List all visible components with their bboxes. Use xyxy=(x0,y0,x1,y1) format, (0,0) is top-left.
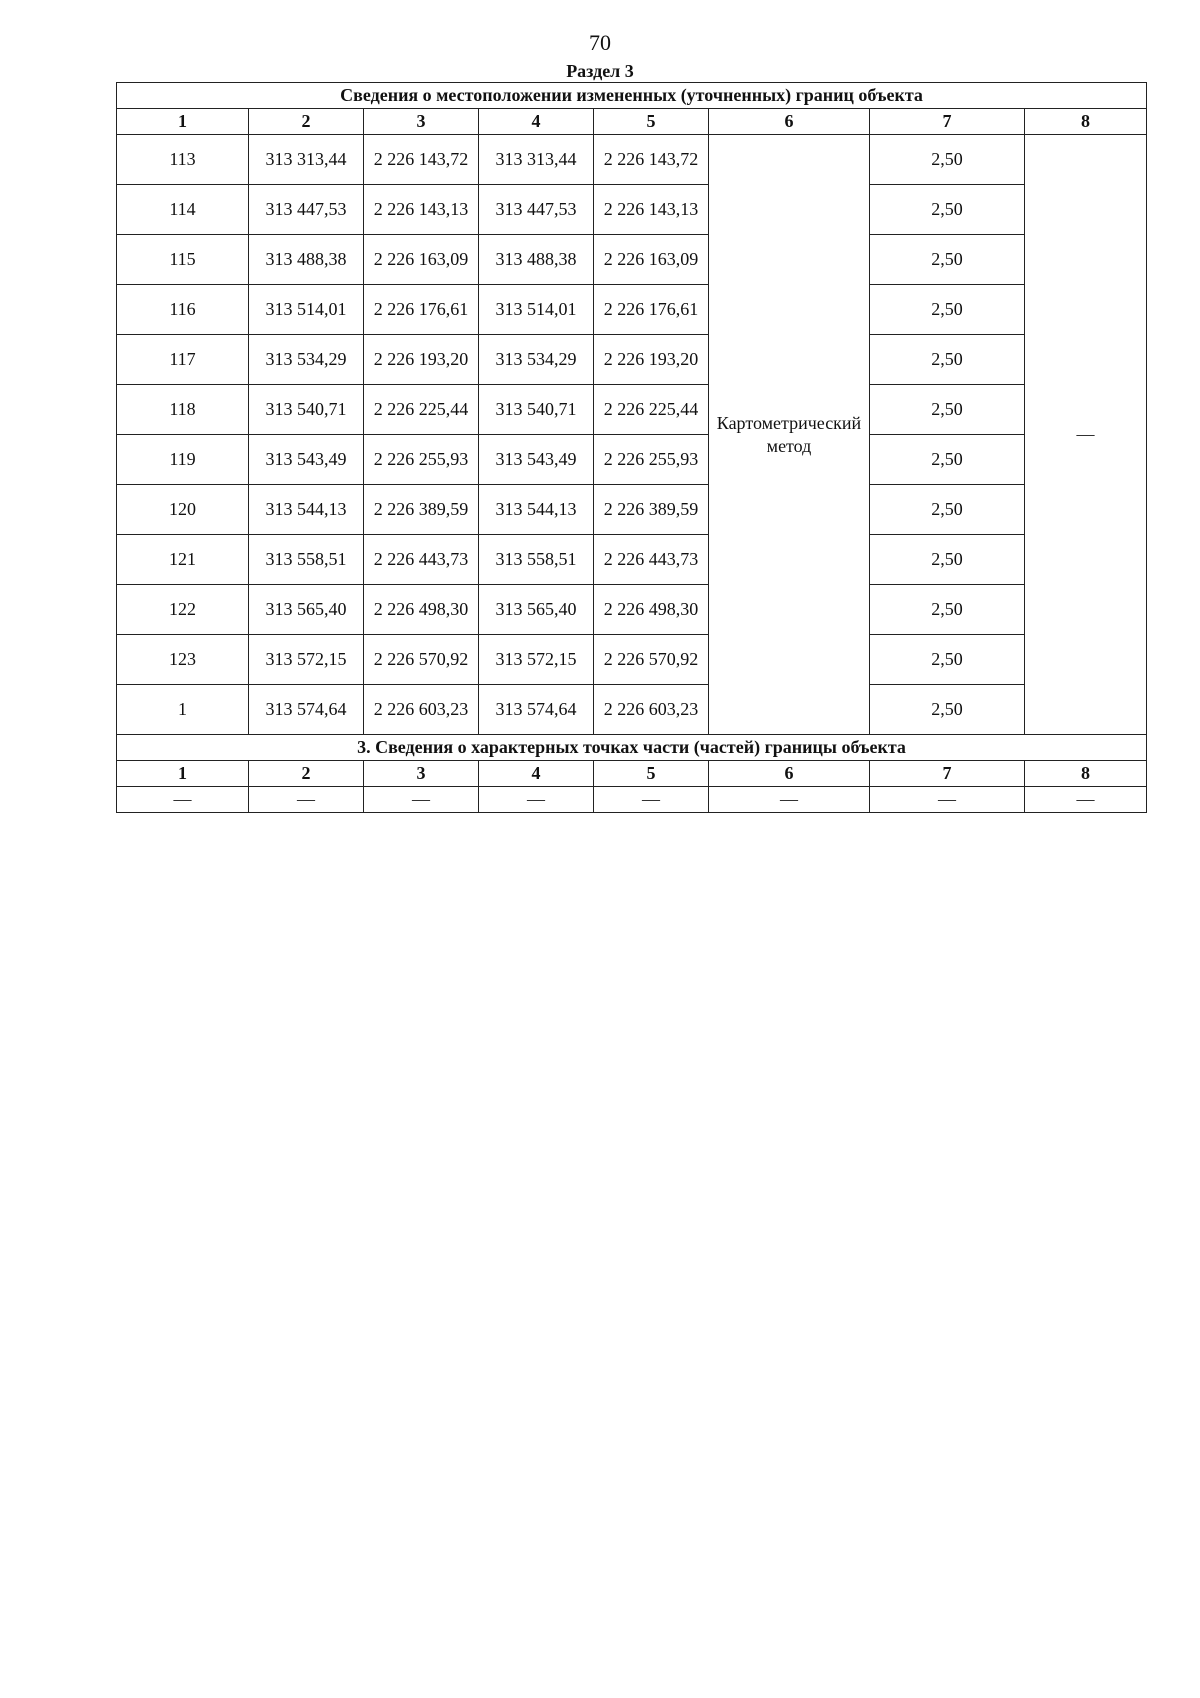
point-number-cell: 1 xyxy=(117,685,249,735)
column-header: 2 xyxy=(249,109,364,135)
column-header: 8 xyxy=(1025,761,1147,787)
accuracy-cell: 2,50 xyxy=(870,385,1025,435)
method-cell: Картометрический метод xyxy=(709,135,870,735)
x-old-cell: 313 447,53 xyxy=(249,185,364,235)
column-header: 4 xyxy=(479,761,594,787)
y-new-cell: 2 226 570,92 xyxy=(594,635,709,685)
x-old-cell: 313 543,49 xyxy=(249,435,364,485)
y-old-cell: 2 226 143,13 xyxy=(364,185,479,235)
column-header: 6 xyxy=(709,109,870,135)
coordinates-table xyxy=(116,82,1147,813)
x-old-cell: 313 565,40 xyxy=(249,585,364,635)
accuracy-cell: 2,50 xyxy=(870,635,1025,685)
table-row xyxy=(117,685,1147,735)
dash-cell: — xyxy=(479,787,594,813)
accuracy-cell: 2,50 xyxy=(870,535,1025,585)
dash-cell: — xyxy=(870,787,1025,813)
x-old-cell: 313 488,38 xyxy=(249,235,364,285)
x-new-cell: 313 447,53 xyxy=(479,185,594,235)
dash-cell: — xyxy=(364,787,479,813)
accuracy-cell: 2,50 xyxy=(870,585,1025,635)
dash-cell: — xyxy=(117,787,249,813)
x-new-cell: 313 540,71 xyxy=(479,385,594,435)
table-row xyxy=(117,385,1147,435)
point-number-cell: 117 xyxy=(117,335,249,385)
x-old-cell: 313 574,64 xyxy=(249,685,364,735)
table2-caption-row xyxy=(117,735,1147,761)
table1-caption-row xyxy=(117,83,1147,109)
column-header: 3 xyxy=(364,761,479,787)
x-new-cell: 313 572,15 xyxy=(479,635,594,685)
column-header: 3 xyxy=(364,109,479,135)
column-header: 7 xyxy=(870,761,1025,787)
point-number-cell: 119 xyxy=(117,435,249,485)
x-new-cell: 313 558,51 xyxy=(479,535,594,585)
column-header: 6 xyxy=(709,761,870,787)
accuracy-cell: 2,50 xyxy=(870,335,1025,385)
column-header: 4 xyxy=(479,109,594,135)
y-old-cell: 2 226 603,23 xyxy=(364,685,479,735)
table-row xyxy=(117,435,1147,485)
accuracy-cell: 2,50 xyxy=(870,435,1025,485)
column-header: 8 xyxy=(1025,109,1147,135)
y-old-cell: 2 226 163,09 xyxy=(364,235,479,285)
point-number-cell: 113 xyxy=(117,135,249,185)
y-old-cell: 2 226 498,30 xyxy=(364,585,479,635)
accuracy-cell: 2,50 xyxy=(870,235,1025,285)
x-new-cell: 313 534,29 xyxy=(479,335,594,385)
table-row xyxy=(117,585,1147,635)
y-old-cell: 2 226 389,59 xyxy=(364,485,479,535)
x-new-cell: 313 574,64 xyxy=(479,685,594,735)
y-old-cell: 2 226 225,44 xyxy=(364,385,479,435)
accuracy-cell: 2,50 xyxy=(870,685,1025,735)
y-new-cell: 2 226 193,20 xyxy=(594,335,709,385)
table-row xyxy=(117,485,1147,535)
table2-caption: 3. Сведения о характерных точках части (частей) границы объекта xyxy=(117,735,1147,761)
accuracy-cell: 2,50 xyxy=(870,285,1025,335)
point-number-cell: 115 xyxy=(117,235,249,285)
table-row xyxy=(117,135,1147,185)
y-new-cell: 2 226 143,13 xyxy=(594,185,709,235)
y-old-cell: 2 226 443,73 xyxy=(364,535,479,585)
point-number-cell: 123 xyxy=(117,635,249,685)
table2-header-row xyxy=(117,761,1147,787)
column-header: 2 xyxy=(249,761,364,787)
y-new-cell: 2 226 498,30 xyxy=(594,585,709,635)
point-number-cell: 121 xyxy=(117,535,249,585)
table-row xyxy=(117,787,1147,813)
y-new-cell: 2 226 163,09 xyxy=(594,235,709,285)
x-old-cell: 313 313,44 xyxy=(249,135,364,185)
table-row xyxy=(117,185,1147,235)
y-new-cell: 2 226 176,61 xyxy=(594,285,709,335)
dash-cell: — xyxy=(594,787,709,813)
x-old-cell: 313 540,71 xyxy=(249,385,364,435)
x-new-cell: 313 514,01 xyxy=(479,285,594,335)
accuracy-cell: 2,50 xyxy=(870,135,1025,185)
x-new-cell: 313 313,44 xyxy=(479,135,594,185)
table-row xyxy=(117,285,1147,335)
x-new-cell: 313 544,13 xyxy=(479,485,594,535)
page-number: 70 xyxy=(589,30,611,55)
x-old-cell: 313 544,13 xyxy=(249,485,364,535)
table-row xyxy=(117,235,1147,285)
point-number-cell: 120 xyxy=(117,485,249,535)
column-header: 5 xyxy=(594,109,709,135)
x-old-cell: 313 572,15 xyxy=(249,635,364,685)
dash-cell: — xyxy=(249,787,364,813)
x-new-cell: 313 565,40 xyxy=(479,585,594,635)
point-number-cell: 122 xyxy=(117,585,249,635)
table-body xyxy=(117,83,1147,813)
x-old-cell: 313 558,51 xyxy=(249,535,364,585)
column-header: 1 xyxy=(117,109,249,135)
table1-header-row xyxy=(117,109,1147,135)
y-new-cell: 2 226 389,59 xyxy=(594,485,709,535)
y-new-cell: 2 226 225,44 xyxy=(594,385,709,435)
x-old-cell: 313 514,01 xyxy=(249,285,364,335)
accuracy-cell: 2,50 xyxy=(870,485,1025,535)
column-header: 5 xyxy=(594,761,709,787)
dash-cell: — xyxy=(709,787,870,813)
y-old-cell: 2 226 143,72 xyxy=(364,135,479,185)
table-row xyxy=(117,335,1147,385)
y-new-cell: 2 226 143,72 xyxy=(594,135,709,185)
x-old-cell: 313 534,29 xyxy=(249,335,364,385)
table-row xyxy=(117,535,1147,585)
y-new-cell: 2 226 443,73 xyxy=(594,535,709,585)
point-number-cell: 116 xyxy=(117,285,249,335)
column8-cell: — xyxy=(1025,135,1147,735)
table-row xyxy=(117,635,1147,685)
y-old-cell: 2 226 570,92 xyxy=(364,635,479,685)
y-old-cell: 2 226 176,61 xyxy=(364,285,479,335)
point-number-cell: 114 xyxy=(117,185,249,235)
x-new-cell: 313 488,38 xyxy=(479,235,594,285)
table1-caption: Сведения о местоположении измененных (уточненных) границ объекта xyxy=(117,83,1147,109)
x-new-cell: 313 543,49 xyxy=(479,435,594,485)
y-old-cell: 2 226 255,93 xyxy=(364,435,479,485)
column-header: 7 xyxy=(870,109,1025,135)
accuracy-cell: 2,50 xyxy=(870,185,1025,235)
y-new-cell: 2 226 603,23 xyxy=(594,685,709,735)
y-new-cell: 2 226 255,93 xyxy=(594,435,709,485)
y-old-cell: 2 226 193,20 xyxy=(364,335,479,385)
point-number-cell: 118 xyxy=(117,385,249,435)
dash-cell: — xyxy=(1025,787,1147,813)
column-header: 1 xyxy=(117,761,249,787)
section-title: Раздел 3 xyxy=(566,61,634,81)
